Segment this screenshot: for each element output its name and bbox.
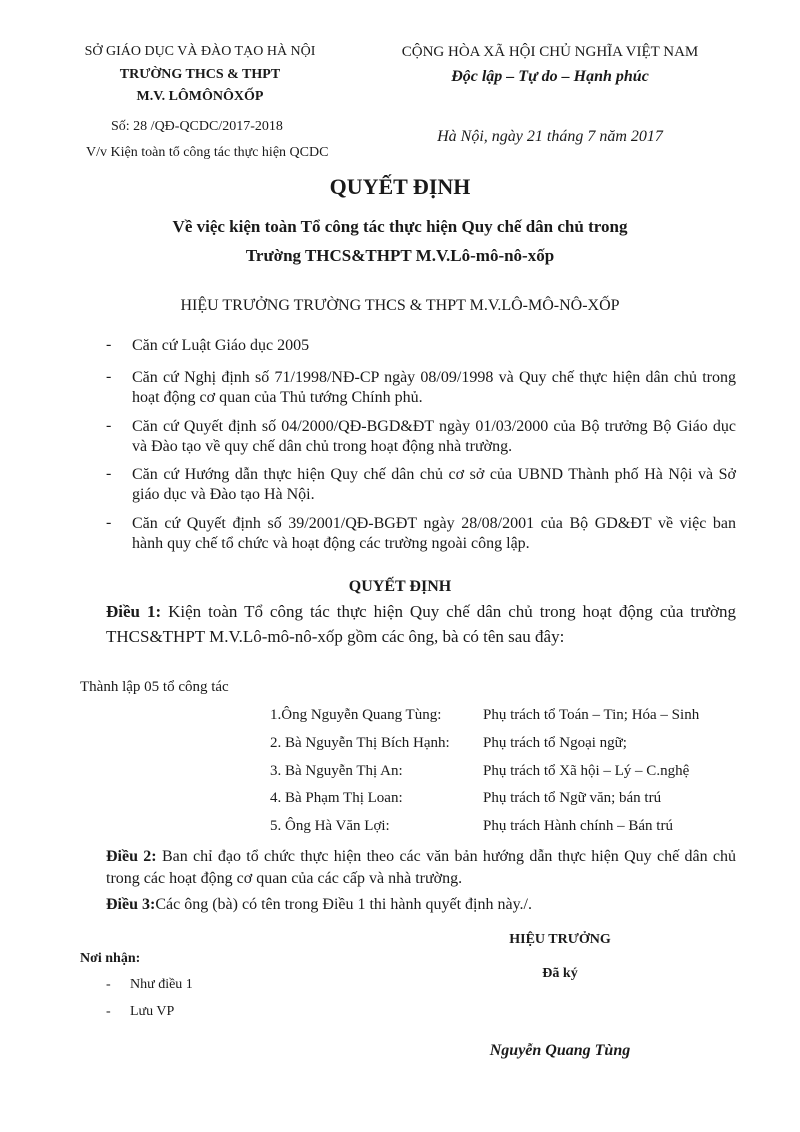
groups-intro: Thành lập 05 tổ công tác <box>80 679 229 695</box>
nation-heading: CỘNG HÒA XÃ HỘI CHỦ NGHĨA VIỆT NAM <box>401 44 699 60</box>
school-name-line1: TRƯỜNG THCS & THPT <box>119 67 281 82</box>
article-2-text: Ban chỉ đạo tổ chức thực hiện theo các văn bản hướng dẫn thực hiện Quy chế dân chủ trong các hoạt động cơ quan của các cấp và nhà trường. <box>106 848 736 887</box>
signed-note: Đã ký <box>542 966 578 981</box>
issue-date: Hà Nội, ngày 21 tháng 7 năm 2017 <box>437 128 663 145</box>
bullet-dash: - <box>106 977 111 992</box>
document-number: Số: 28 /QĐ-QCDC/2017-2018 <box>111 119 283 134</box>
recipients-heading: Nơi nhận: <box>80 951 141 966</box>
legal-basis-item: Căn cứ Quyết định số 04/2000/QĐ-BGD&ĐT ngày 01/03/2000 của Bộ trưởng Bộ Giáo dục và Đào tạo về quy chế dân chủ trong hoạt động nhà trường. <box>132 418 736 455</box>
legal-basis-item: Căn cứ Luật Giáo dục 2005 <box>132 337 310 354</box>
member-role: Phụ trách tổ Xã hội – Lý – C.nghệ <box>483 763 690 779</box>
issuing-authority: HIỆU TRƯỞNG TRƯỜNG THCS & THPT M.V.LÔ-MÔ-NÔ-XỐP <box>180 297 620 314</box>
legal-basis-item: Căn cứ Hướng dẫn thực hiện Quy chế dân chủ cơ sở của UBND Thành phố Hà Nội và Sở giáo dục và Đào tạo Hà Nội. <box>132 466 736 503</box>
member-name: 1.Ông Nguyễn Quang Tùng: <box>270 707 442 723</box>
member-role: Phụ trách tổ Ngoại ngữ; <box>483 735 627 751</box>
article-3 <box>106 895 736 915</box>
member-name: 2. Bà Nguyễn Thị Bích Hạnh: <box>270 735 450 751</box>
school-name-line2: M.V. LÔMÔNÔXỐP <box>136 89 264 104</box>
article-3-label: Điều 3: <box>106 896 156 913</box>
bullet-dash: - <box>106 514 112 531</box>
signer-name: Nguyễn Quang Tùng <box>489 1042 631 1059</box>
bullet-dash: - <box>106 336 112 353</box>
recipient-item: Lưu VP <box>130 1004 175 1019</box>
member-role: Phụ trách tổ Toán – Tin; Hóa – Sinh <box>483 707 700 723</box>
article-1-text: Kiện toàn Tổ công tác thực hiện Quy chế dân chủ trong hoạt động của trường THCS&THPT M.V.Lô-mô-nô-xốp gồm các ông, bà có tên sau đây: <box>106 602 736 646</box>
national-motto: Độc lập – Tự do – Hạnh phúc <box>451 68 649 85</box>
bullet-dash: - <box>106 417 112 434</box>
article-1-label: Điều 1: <box>106 602 162 621</box>
member-name: 4. Bà Phạm Thị Loan: <box>270 790 403 806</box>
agency-name: SỞ GIÁO DỤC VÀ ĐÀO TẠO HÀ NỘI <box>84 44 316 59</box>
legal-basis-item: Căn cứ Nghị định số 71/1998/NĐ-CP ngày 08/09/1998 và Quy chế thực hiện dân chủ trong hoạt động cơ quan của Thủ tướng Chính phủ. <box>132 369 736 406</box>
article-2-label: Điều 2: <box>106 848 157 865</box>
document-title: QUYẾT ĐỊNH <box>329 174 471 199</box>
document-subtitle-line1: Về việc kiện toàn Tổ công tác thực hiện Quy chế dân chủ trong <box>172 217 628 236</box>
document-subtitle-line2: Trường THCS&THPT M.V.Lô-mô-nô-xốp <box>245 246 555 265</box>
article-3-text: Các ông (bà) có tên trong Điều 1 thi hành quyết định này./. <box>155 896 532 913</box>
member-role: Phụ trách Hành chính – Bán trú <box>483 818 673 834</box>
article-2 <box>106 846 736 890</box>
recipient-item: Như điều 1 <box>130 977 193 992</box>
legal-basis-item: Căn cứ Quyết định số 39/2001/QĐ-BGĐT ngày 28/08/2001 của Bộ GD&ĐT về việc ban hành quy chế tổ chức và hoạt động các trường ngoài công lập. <box>132 515 736 552</box>
decision-heading: QUYẾT ĐỊNH <box>348 578 452 595</box>
article-1 <box>106 599 736 649</box>
signer-position: HIỆU TRƯỞNG <box>509 932 611 947</box>
bullet-dash: - <box>106 368 112 385</box>
bullet-dash: - <box>106 465 112 482</box>
member-name: 5. Ông Hà Văn Lợi: <box>270 818 390 834</box>
member-role: Phụ trách tổ Ngữ văn; bán trú <box>483 790 662 806</box>
bullet-dash: - <box>106 1004 111 1019</box>
member-name: 3. Bà Nguyễn Thị An: <box>270 763 403 779</box>
document-subject: V/v Kiện toàn tổ công tác thực hiện QCDC <box>86 145 329 160</box>
